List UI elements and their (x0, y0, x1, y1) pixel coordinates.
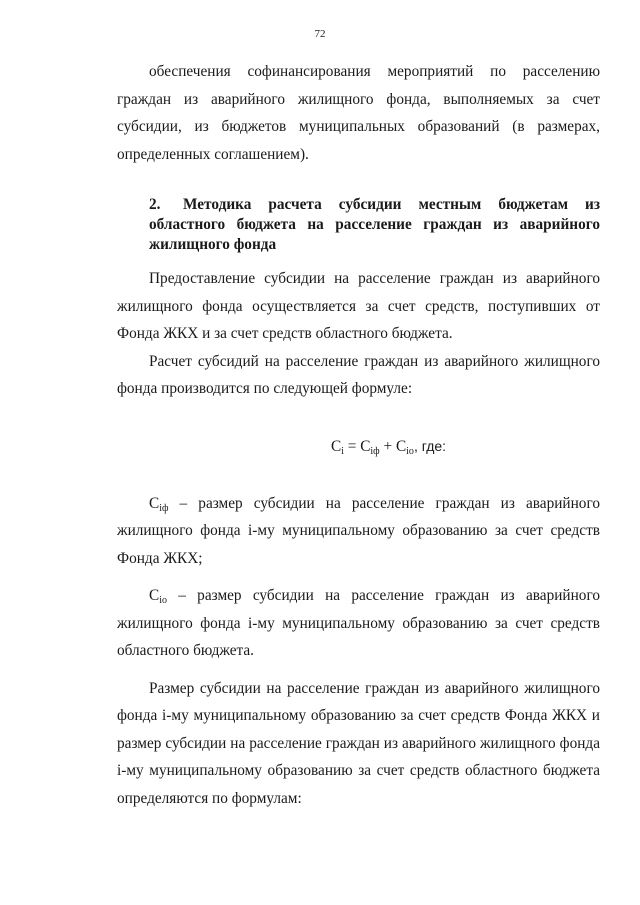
section-heading (117, 195, 600, 255)
formula-term-regional-subscript: iо (406, 445, 414, 457)
subsidy-formula (117, 434, 600, 459)
formula-term-fund: C (360, 437, 371, 455)
definition-symbol: C (149, 587, 160, 604)
formula-equals: = (343, 437, 361, 455)
formula-plus: + (379, 437, 396, 455)
definition-symbol-subscript: iо (159, 595, 167, 606)
formula-lhs-subscript: i (341, 445, 344, 457)
definition-fund-subsidy (117, 490, 600, 573)
definition-regional-subsidy (117, 582, 600, 665)
page-number: 72 (314, 28, 326, 40)
section-number: 2. (149, 196, 161, 213)
intro-paragraph: обеспечения софинансирования мероприятий по расселению граждан из аварийного жилищного фонда, выполняемых за счет субсидии, из бюджетов муниципальных образований (в размерах, определенных соглашением). (117, 63, 600, 163)
formula-term-regional: C (395, 437, 407, 455)
definition-symbol-subscript: iф (159, 502, 169, 514)
closing-paragraph: Размер субсидии на расселение граждан из аварийного жилищного фонда i-му муниципальному образованию за счет средств Фонда ЖКХ и размер субсидии на расселение граждан из аварийного жилищного фонда i-му муниципальному образованию за счет средств областного бюджета определяются по формулам: (117, 679, 600, 807)
definition-symbol: C (149, 494, 160, 512)
definition-text: – размер субсидии на расселение граждан из аварийного жилищного фонда i-му муниципальному образованию за счет средств областного бюджета. (117, 587, 600, 659)
paragraph-funding-sources: Предоставление субсидии на расселение граждан из аварийного жилищного фонда осуществляется за счет средств, поступивших от Фонда ЖКХ и за счет средств областного бюджета. (117, 270, 600, 342)
paragraph-formula-intro: Расчет субсидий на расселение граждан из аварийного жилищного фонда производится по следующей формуле: (117, 352, 600, 397)
formula-where: , где: (413, 437, 447, 454)
document-body (117, 58, 600, 812)
formula-lhs: C (330, 437, 342, 455)
section-title: Методика расчета субсидии местным бюджетам из областного бюджета на расселение граждан из аварийного жилищного фонда (149, 196, 600, 253)
formula-term-fund-subscript: iф (370, 445, 380, 457)
definition-text: – размер субсидии на расселение граждан из аварийного жилищного фонда i-му муниципальному образованию за счет средств Фонда ЖКХ; (117, 494, 600, 567)
